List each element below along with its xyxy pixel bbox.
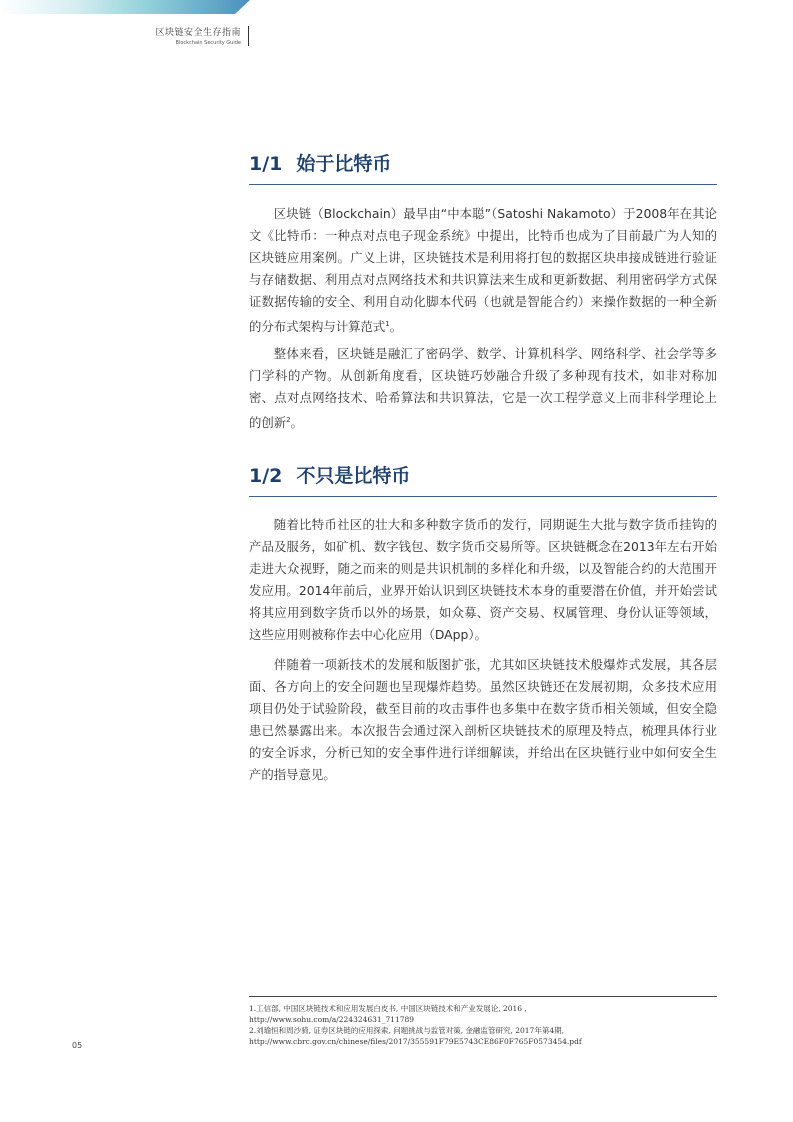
header-title: 区块链安全生存指南: [155, 28, 241, 38]
header-divider: [248, 26, 249, 46]
section-heading-1-1: [249, 149, 717, 185]
paragraph: [249, 343, 717, 434]
paragraph-text: 整体来看，区块链是融汇了密码学、数学、计算机科学、网络科学、社会学等多门学科的产物。从创新角度看，区块链巧妙融合升级了多种现有技术，如非对称加密、点对点网络技术、哈希算法和共识算法，它是一次工程学意义上而非科学理论上的创新: [249, 346, 717, 431]
paragraph-text: 随着比特币社区的壮大和多种数字货币的发行，同期诞生大批与数字货币挂钩的产品及服务，如矿机、数字钱包、数字货币交易所等。区块链概念在2013年左右开始走进大众视野，随之而来的则是共识机制的多样化和升级，以及智能合约的大范围开发应用。2014年前后，业界开始认识到区块链技术本身的重要潜在价值，并开始尝试将其应用到数字货币以外的场景，如众募、资产交易、权属管理、身份认证等领域，这些应用则被称作去中心化应用（DApp）。: [249, 517, 717, 642]
footnote-link[interactable]: http://www.sohu.com/a/224324631_711789: [249, 1015, 415, 1024]
paragraph: [249, 654, 717, 786]
paragraph-text: 区块链（Blockchain）最早由“中本聪”（Satoshi Nakamoto）于2008年在其论文《比特币：一种点对点电子现金系统》中提出，比特币也成为了目前最广为人知的区块链应用案例。广义上讲，区块链技术是利用将打包的数据区块串接成链进行验证与存储数据、利用点对点网络技术和共识算法来生成和更新数据、利用密码学方式保证数据传输的安全、利用自动化脚本代码（也就是智能合约）来操作数据的一种全新的分布式架构与计算范式: [249, 206, 717, 335]
paragraph-tail: 。: [389, 319, 403, 335]
section-number: 1/1: [249, 153, 283, 175]
footnotes: [249, 1003, 729, 1047]
paragraph: [249, 203, 717, 338]
paragraph-tail: 。: [290, 415, 304, 431]
header-subtitle: Blockchain Security Guide: [175, 40, 241, 46]
footnote-line: 2.刘瑜恒和周沙骑, 证券区块链的应用探索, 问题挑战与监管对策, 金融监管研究, 2017年第4期,: [249, 1026, 564, 1035]
section-title: 始于比特币: [296, 153, 392, 175]
paragraph: [249, 514, 717, 646]
running-header: [155, 27, 241, 47]
footnote-ref: 2: [286, 416, 291, 424]
footnote-link[interactable]: http://www.cbrc.gov.cn/chinese/files/2017/355591F79E5743CE86F0F765F0573454.pdf: [249, 1037, 582, 1046]
section-heading-1-2: [249, 461, 717, 497]
footnote-ref: 1: [385, 320, 390, 328]
header-decoration-band: [0, 0, 250, 14]
paragraph-text: 伴随着一项新技术的发展和版图扩张，尤其如区块链技术般爆炸式发展，其各层面、各方向上的安全问题也呈现爆炸趋势。虽然区块链还在发展初期，众多技术应用项目仍处于试验阶段，截至目前的攻击事件也多集中在数字货币相关领域，但安全隐患已然暴露出来。本次报告会通过深入剖析区块链技术的原理及特点，梳理具体行业的安全诉求，分析已知的安全事件进行详细解读，并给出在区块链行业中如何安全生产的指导意见。: [249, 657, 717, 782]
section-title: 不只是比特币: [296, 465, 411, 487]
footnote-line: 1.工信部, 中国区块链技术和应用发展白皮书, 中国区块链技术和产业发展论, 2016 ,: [249, 1004, 527, 1013]
footnote-divider: [249, 996, 717, 997]
page-number: 05: [72, 1041, 83, 1050]
section-number: 1/2: [249, 465, 283, 487]
